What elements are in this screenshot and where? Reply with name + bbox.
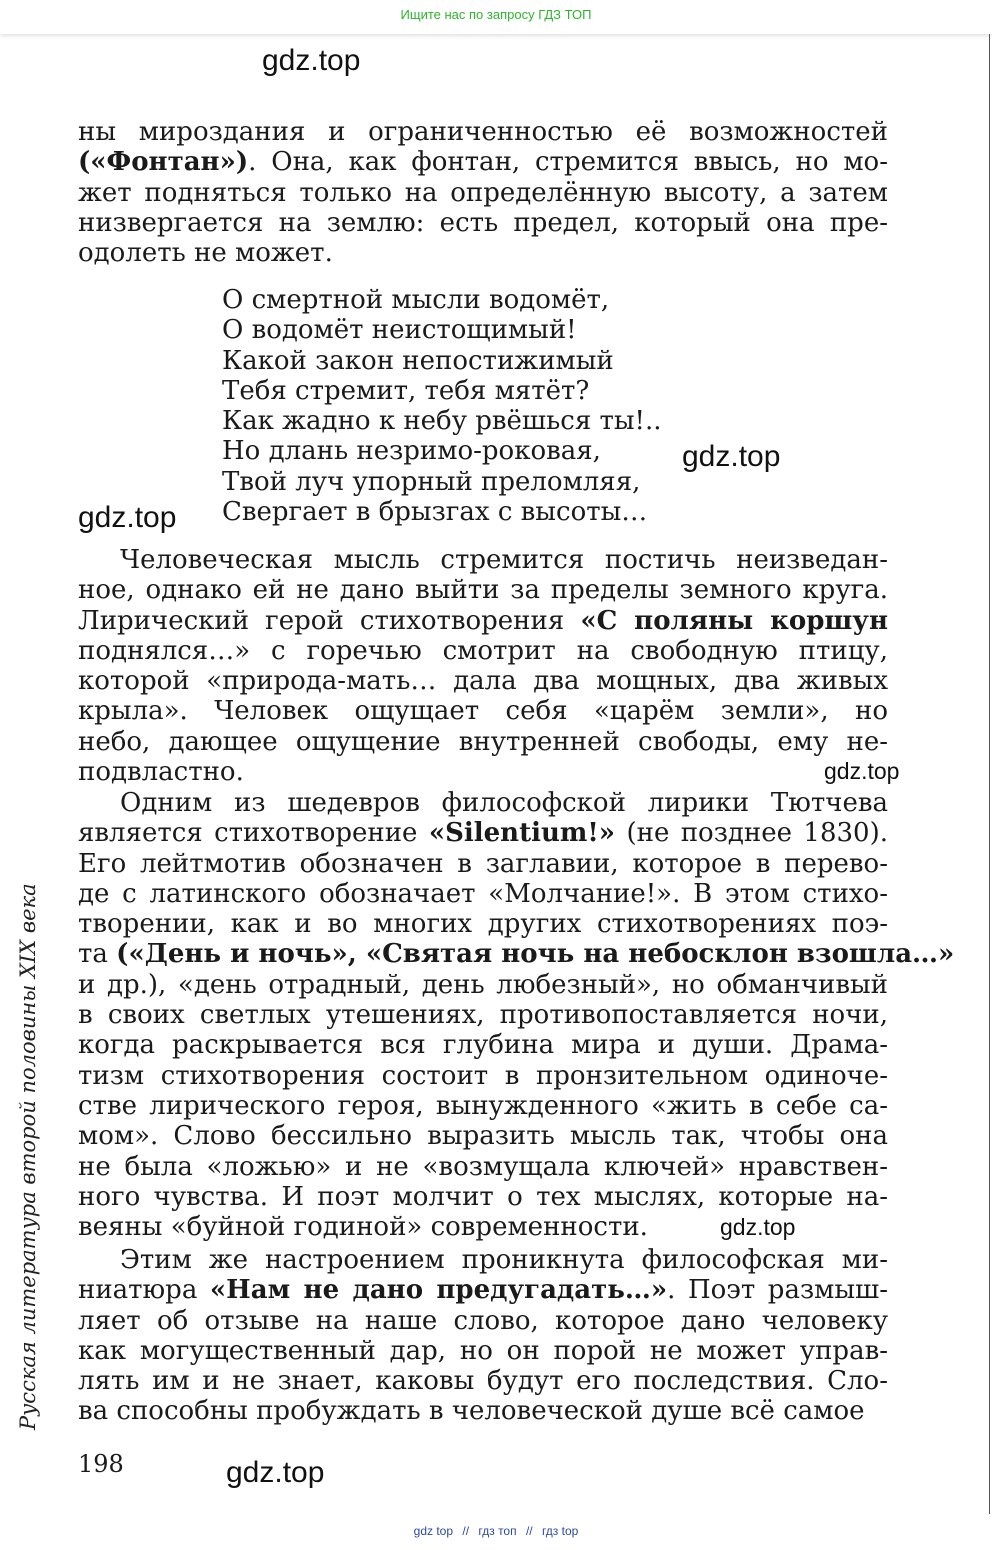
text-segment: является стихотворение — [78, 818, 429, 849]
poem-line: Как жадно к небу рвёшься ты!.. — [222, 406, 662, 437]
text-line: веяны «буйной годиной» современности. — [78, 1212, 648, 1243]
text-line — [78, 1275, 888, 1305]
watermark: gdz.top — [262, 44, 361, 77]
footer-link[interactable]: gdz top — [413, 1524, 454, 1538]
text-line: де с латинского обозначает «Молчание!». В этом стихо- — [78, 878, 888, 909]
poem-line: Свергает в брызгах с высоты… — [222, 497, 648, 528]
footer-links — [0, 1524, 992, 1538]
text-segment: с горечью смотрит на свободную птицу, — [250, 635, 888, 666]
text-line: одолеть не может. — [78, 238, 333, 269]
poem-fountain — [222, 285, 662, 527]
footer-link[interactable]: гдз топ — [478, 1524, 517, 1538]
paragraph-silentium — [78, 788, 955, 1243]
poem-line: О смертной мысли водомёт, — [222, 285, 610, 315]
text-line: ное, однако ей не дано выйти за пределы земного круга. — [78, 575, 888, 606]
watermark: gdz.top — [682, 440, 781, 473]
text-line: когда раскрывается вся глубина мира и души. Драма- — [78, 1030, 888, 1061]
text-line: Этим же настроением проникнута философская ми- — [120, 1245, 888, 1275]
footer-link[interactable]: гдз top — [541, 1524, 579, 1538]
text-segment: поднялся…» — [78, 635, 251, 666]
text-line: творении, как и во многих других стихотворениях поэ- — [78, 909, 888, 940]
poem-line: Какой закон непостижимый — [222, 345, 614, 376]
watermark: gdz.top — [226, 1456, 325, 1489]
text-line — [78, 818, 888, 848]
text-line — [78, 147, 888, 177]
text-line: лять им и не знает, каковы будут его последствия. Сло- — [78, 1366, 888, 1397]
bold-title: («Фонтан») — [78, 147, 249, 178]
text-segment: . Поэт размыш- — [667, 1275, 888, 1306]
page-number: 198 — [78, 1450, 124, 1478]
text-line: Его лейтмотив обозначен в заглавии, которое в перево- — [78, 848, 888, 879]
poem-line: О водомёт неистощимый! — [222, 315, 577, 346]
text-line: Одним из шедевров философской лирики Тютчева — [120, 788, 888, 818]
text-line: которой «природа-мать… дала два мощных, два живых — [78, 666, 888, 697]
watermark: gdz.top — [824, 758, 900, 784]
text-line: подвластно. — [78, 757, 244, 788]
poem-line: Но длань незримо-роковая, — [222, 436, 601, 467]
text-line: Человеческая мысль стремится постичь неизведан- — [120, 545, 888, 575]
text-segment: та — [78, 939, 117, 970]
text-line — [78, 939, 955, 970]
side-running-title: Русская литература второй половины XIX века — [16, 883, 40, 1430]
text-line: ного чувства. И поэт молчит о тех мыслях, которые на- — [78, 1181, 888, 1212]
text-line: стве лирического героя, вынужденного «жить в себе са- — [78, 1090, 888, 1121]
text-line: не была «ложью» и не «возмущала ключей» нравствен- — [78, 1151, 888, 1182]
watermark: gdz.top — [78, 501, 177, 534]
poem-line: Тебя стремит, тебя мятёт? — [222, 375, 590, 406]
footer-separator: // — [525, 1524, 533, 1538]
text-line: мом». Слово бессильно выразить мысль так, чтобы она — [78, 1121, 888, 1152]
text-line: в своих светлых утешениях, противопоставляется ночи, — [78, 1000, 888, 1031]
paragraph-kite — [78, 545, 888, 787]
footer-separator: // — [462, 1524, 470, 1538]
paragraph-predict — [78, 1245, 888, 1427]
text-line: крыла». Человек ощущает себя «царём земли», но — [78, 696, 888, 727]
text-segment: Лирический герой стихотворения — [78, 605, 581, 636]
poem-line: Твой луч упорный преломляя, — [222, 466, 641, 497]
text-line — [78, 606, 888, 636]
text-segment: . Она, как фонтан, стремится ввысь, но мо- — [248, 147, 888, 178]
page-border — [989, 34, 990, 1514]
watermark: gdz.top — [720, 1214, 796, 1240]
text-line: ва способны пробуждать в человеческой душе всё самое — [78, 1396, 865, 1427]
text-line: и др.), «день отрадный, день любезный», но обманчивый — [78, 969, 888, 1000]
bold-title: «С поляны коршун — [580, 605, 888, 636]
top-search-banner[interactable]: Ищите нас по запросу ГДЗ ТОП — [0, 0, 992, 34]
text-segment: ниатюра — [78, 1275, 210, 1306]
text-line: как могущественный дар, но он порой не может управ- — [78, 1335, 888, 1366]
text-line: небо, дающее ощущение внутренней свободы, ему не- — [78, 726, 888, 757]
paragraph-fountain — [78, 117, 888, 268]
bold-title: («День и ночь», «Святая ночь на небосклон взошла…» — [116, 939, 955, 970]
text-line: жет подняться только на определённую высоту, а затем — [78, 177, 888, 208]
text-segment: (не позднее 1830). — [615, 818, 888, 849]
bold-title: «Нам не дано предугадать…» — [209, 1275, 668, 1306]
text-line: тизм стихотворения состоит в пронзительном одиноче- — [78, 1060, 888, 1091]
bold-title: «Silentium!» — [428, 818, 616, 849]
text-line — [78, 636, 888, 666]
text-line: ны мироздания и ограниченностью её возможностей — [78, 117, 888, 147]
text-line: низвергается на землю: есть предел, который она пре- — [78, 207, 888, 238]
text-line: ляет об отзыве на наше слово, которое дано человеку — [78, 1305, 888, 1336]
